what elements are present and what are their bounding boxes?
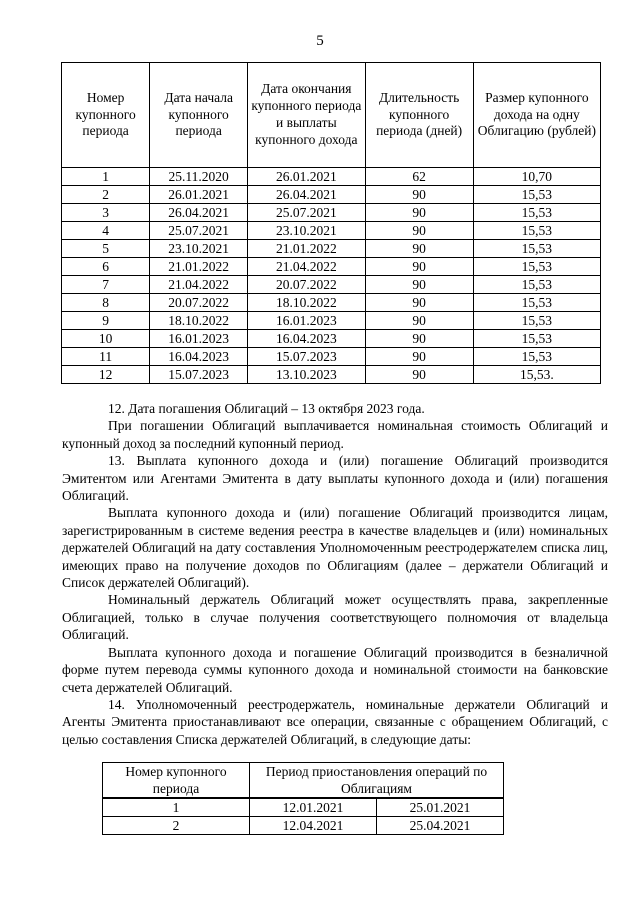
cell-start-date: 16.04.2023	[150, 348, 248, 366]
cell-period-number: 1	[103, 798, 250, 817]
cell-duration-days: 90	[365, 186, 473, 204]
cell-coupon-amount: 15,53	[473, 330, 600, 348]
header-suspension-period-number: Номер купонного периода	[103, 763, 250, 799]
table-row	[62, 366, 601, 384]
cell-end-date: 26.04.2021	[248, 186, 365, 204]
cell-suspension-start-date: 12.04.2021	[250, 817, 377, 835]
paragraph-suspension: 14. Уполномоченный реестродержатель, номинальные держатели Облигаций и Агенты Эмитента приостанавливают все операции, связанные с обращением Облигаций, с целью составления Списка держателей Облигаций, в следующие даты:	[62, 696, 608, 747]
cell-duration-days: 90	[365, 258, 473, 276]
document-body-text	[62, 400, 608, 748]
cell-start-date: 20.07.2022	[150, 294, 248, 312]
table-row	[62, 258, 601, 276]
cell-coupon-number: 8	[62, 294, 150, 312]
cell-duration-days: 62	[365, 168, 473, 186]
table-row	[62, 222, 601, 240]
cell-coupon-amount: 15,53	[473, 312, 600, 330]
paragraph-maturity-payment: При погашении Облигаций выплачивается номинальная стоимость Облигаций и купонный доход за последний купонный период.	[62, 418, 608, 451]
table-row	[103, 817, 504, 835]
table-row	[62, 294, 601, 312]
header-coupon-amount: Размер купонного дохода на одну Облигацию (рублей)	[473, 63, 600, 168]
cell-coupon-number: 6	[62, 258, 150, 276]
table-row	[62, 168, 601, 186]
paragraph-payment-by-issuer: 13. Выплата купонного дохода и (или) погашение Облигаций производится Эмитентом или Агентами Эмитента в дату выплаты купонного дохода и (или) погашения Облигаций.	[62, 453, 608, 504]
table-row	[62, 348, 601, 366]
cell-coupon-amount: 15,53	[473, 186, 600, 204]
cell-start-date: 26.04.2021	[150, 204, 248, 222]
cell-coupon-amount: 15,53	[473, 222, 600, 240]
cell-duration-days: 90	[365, 330, 473, 348]
cell-end-date: 16.01.2023	[248, 312, 365, 330]
cell-coupon-number: 9	[62, 312, 150, 330]
cell-start-date: 26.01.2021	[150, 186, 248, 204]
cell-coupon-number: 12	[62, 366, 150, 384]
table-row	[62, 204, 601, 222]
cell-duration-days: 90	[365, 294, 473, 312]
cell-duration-days: 90	[365, 222, 473, 240]
paragraph-nominal-holder: Номинальный держатель Облигаций может осуществлять права, закрепленные Облигацией, только в случае получения соответствующего полномочия от владельца Облигаций.	[62, 592, 608, 643]
cell-end-date: 13.10.2023	[248, 366, 365, 384]
table-row	[62, 312, 601, 330]
cell-end-date: 21.01.2022	[248, 240, 365, 258]
header-duration: Длительность купонного периода (дней)	[365, 63, 473, 168]
paragraph-cashless-payment: Выплата купонного дохода и погашение Облигаций производится в безналичной форме путем перевода суммы купонного дохода и номинальной стоимости на банковские счета держателей Облигаций.	[62, 644, 608, 695]
cell-end-date: 16.04.2023	[248, 330, 365, 348]
suspension-header-row	[103, 763, 504, 799]
table-row	[103, 798, 504, 817]
coupon-table-body	[62, 168, 601, 384]
cell-duration-days: 90	[365, 204, 473, 222]
cell-end-date: 20.07.2022	[248, 276, 365, 294]
cell-coupon-amount: 15,53	[473, 276, 600, 294]
cell-suspension-end-date: 25.01.2021	[376, 798, 503, 817]
coupon-table-header-row	[62, 63, 601, 168]
cell-start-date: 21.04.2022	[150, 276, 248, 294]
cell-coupon-amount: 15,53	[473, 258, 600, 276]
paragraph-maturity-date: 12. Дата погашения Облигаций – 13 октября 2023 года.	[108, 401, 425, 416]
header-suspension-period: Период приостановления операций по Облигациям	[250, 763, 504, 799]
header-coupon-number: Номер купонного периода	[62, 63, 150, 168]
suspension-table-body	[103, 798, 504, 835]
cell-coupon-amount: 15,53	[473, 240, 600, 258]
table-row	[62, 240, 601, 258]
header-end-date: Дата окончания купонного периода и выплаты купонного дохода	[248, 63, 365, 168]
cell-end-date: 18.10.2022	[248, 294, 365, 312]
cell-start-date: 15.07.2023	[150, 366, 248, 384]
cell-coupon-number: 11	[62, 348, 150, 366]
cell-end-date: 23.10.2021	[248, 222, 365, 240]
cell-coupon-amount: 15,53	[473, 348, 600, 366]
cell-coupon-number: 1	[62, 168, 150, 186]
cell-end-date: 15.07.2023	[248, 348, 365, 366]
cell-coupon-number: 10	[62, 330, 150, 348]
cell-end-date: 21.04.2022	[248, 258, 365, 276]
cell-start-date: 25.11.2020	[150, 168, 248, 186]
cell-start-date: 16.01.2023	[150, 330, 248, 348]
cell-duration-days: 90	[365, 312, 473, 330]
page-number: 5	[316, 33, 324, 49]
cell-start-date: 23.10.2021	[150, 240, 248, 258]
cell-coupon-number: 4	[62, 222, 150, 240]
header-start-date: Дата начала купонного периода	[150, 63, 248, 168]
table-row	[62, 276, 601, 294]
cell-start-date: 21.01.2022	[150, 258, 248, 276]
cell-start-date: 18.10.2022	[150, 312, 248, 330]
cell-coupon-amount: 15,53.	[473, 366, 600, 384]
cell-coupon-amount: 10,70	[473, 168, 600, 186]
cell-coupon-number: 7	[62, 276, 150, 294]
cell-duration-days: 90	[365, 276, 473, 294]
table-row	[62, 330, 601, 348]
suspension-table	[102, 762, 504, 835]
cell-duration-days: 90	[365, 348, 473, 366]
table-row	[62, 186, 601, 204]
cell-coupon-amount: 15,53	[473, 294, 600, 312]
cell-suspension-start-date: 12.01.2021	[250, 798, 377, 817]
cell-start-date: 25.07.2021	[150, 222, 248, 240]
cell-coupon-number: 5	[62, 240, 150, 258]
cell-end-date: 26.01.2021	[248, 168, 365, 186]
cell-coupon-number: 3	[62, 204, 150, 222]
cell-coupon-amount: 15,53	[473, 204, 600, 222]
cell-period-number: 2	[103, 817, 250, 835]
coupon-schedule-table	[61, 62, 601, 384]
paragraph-payment-recipients: Выплата купонного дохода и (или) погашение Облигаций производится лицам, зарегистрированным в системе ведения реестра в качестве владельцев и (или) номинальных держателей Облигаций на дату составления Уполномоченным реестродержателем списка лиц, имеющих право на получение доходов по Облигациям (далее – держатели Облигаций и Список держателей Облигаций).	[62, 505, 608, 591]
cell-duration-days: 90	[365, 240, 473, 258]
cell-coupon-number: 2	[62, 186, 150, 204]
cell-suspension-end-date: 25.04.2021	[376, 817, 503, 835]
cell-duration-days: 90	[365, 366, 473, 384]
cell-end-date: 25.07.2021	[248, 204, 365, 222]
